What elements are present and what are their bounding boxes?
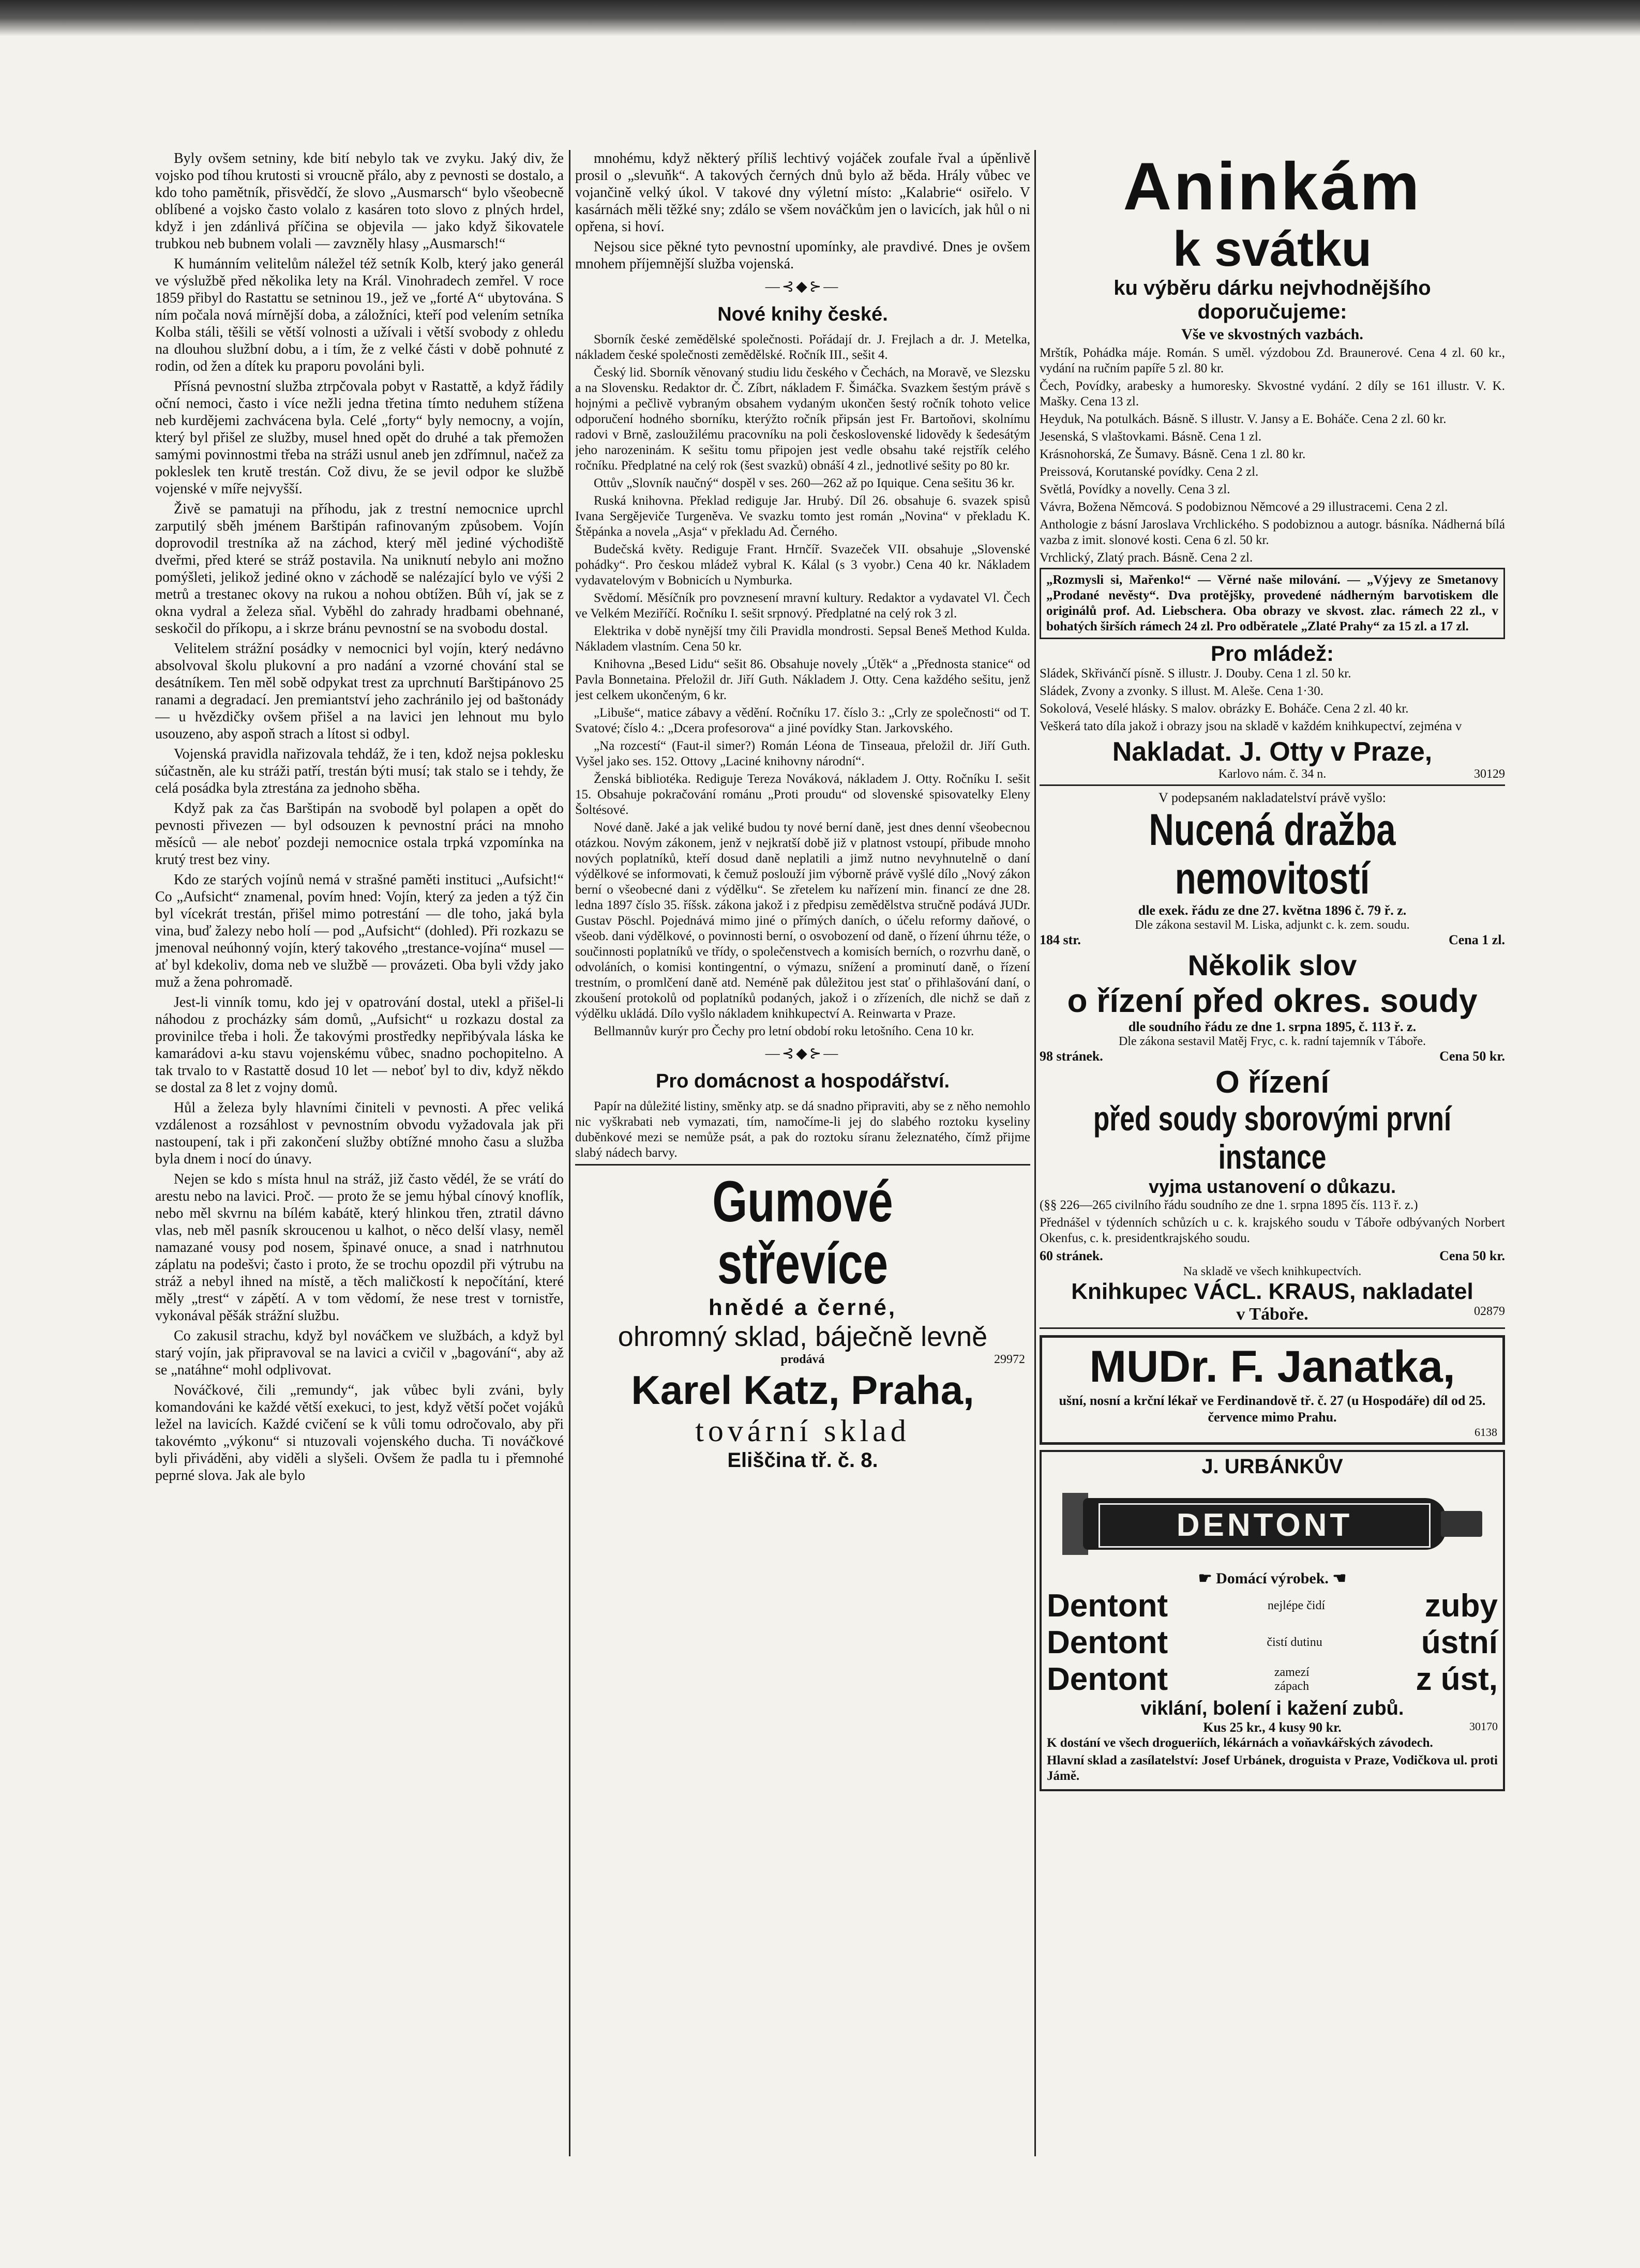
advert-gum-shoes (575, 1164, 1030, 1475)
advert-line: viklání, bolení i kažení zubů. (1140, 1698, 1404, 1719)
advert-subtitle: dle exek. řádu ze dne 27. května 1896 č. 79 ř. z. (1138, 903, 1407, 918)
advert-intro: V podepsaném nakladatelství právě vyšlo: (1158, 790, 1386, 805)
advert-row-mid: čistí dutinu (1267, 1636, 1322, 1649)
advert-maker: J. URBÁNKŮV (1201, 1455, 1343, 1478)
book-notice: Elektrika v době nynější tmy čili Pravidla mondrosti. Sepsal Beneš Method Kulda. Nákladem vlastním. Cena 50 kr. (575, 624, 1030, 654)
advert-item: Sokolová, Veselé hlásky. S malov. obrázky E. Boháče. Cena 2 zl. 40 kr. (1040, 702, 1409, 716)
advert-subtitle: vyjma ustanovení o důkazu. (1148, 1176, 1396, 1197)
advert-price: Kus 25 kr., 4 kusy 90 kr. (1203, 1720, 1342, 1735)
book-notice: Svědomí. Měsíčník pro povznesení mravní kultury. Redaktor a vydavatel Vl. Čech ve Velkém Meziříčí. Ročníku I. sešit srpnový. Předplatné na celý rok 3 zl. (575, 591, 1030, 621)
advert-column (1040, 150, 1505, 1796)
advert-code: 30129 (1474, 767, 1505, 781)
page-top-edge (0, 0, 1640, 36)
advert-firm: Knihkupec VÁCL. KRAUS, nakladatel (1071, 1279, 1473, 1304)
toothpaste-tube-icon (1052, 1483, 1493, 1565)
advert-address: Eliščina tř. č. 8. (727, 1449, 878, 1472)
advert-row (1047, 1624, 1498, 1661)
advert-brand: Dentont (1047, 1625, 1168, 1660)
household-tip: Papír na důležité listiny, směnky atp. se dá snadno připraviti, aby se z něho nemohlo nic vyškrabati neb vymazati, tím, namočíme-li jej do slabého roztoku kyseliny duběnkové mezi se nemůže psát, a pak do roztoku síranu železnatého, čímž přijme slabý nádech barvy. (575, 1099, 1030, 1160)
book-notice: Ženská bibliotéka. Rediguje Tereza Nováková, nákladem J. Otty. Ročníku I. sešit 15. Obsahuje pokračování románu „Proti proudu“ od slovenské spisovatelky Eleny Šoltésové. (575, 772, 1030, 817)
advert-title: O řízení (1215, 1065, 1330, 1099)
advert-tagline: ☛ Domácí výrobek. ☚ (1198, 1570, 1347, 1587)
advert-author: Dle zákona sestavil Matěj Fryc, c. k. radní tajemník v Táboře. (1118, 1035, 1426, 1048)
advert-item: Preissová, Korutanské povídky. Cena 2 zl. (1040, 465, 1259, 479)
advert-pages: 60 stránek. (1040, 1248, 1103, 1263)
section-heading-books: Nové knihy české. (717, 304, 888, 325)
advert-item: Světlá, Povídky a novelly. Cena 3 zl. (1040, 482, 1230, 496)
advert-line: ohromný sklad, báječně levně (618, 1321, 988, 1352)
advert-author: Přednášel v týdenních schůzích u c. k. krajského soudu v Táboře odbývaných Norbert Okenfus, c. k. presidentkrajského soudu. (1040, 1216, 1505, 1245)
advert-name: MUDr. F. Janatka, (1089, 1342, 1455, 1392)
advert-brand: Dentont (1047, 1661, 1168, 1697)
advert-row-end: ústní (1421, 1625, 1498, 1660)
advert-row (1047, 1587, 1498, 1624)
section-heading-household: Pro domácnost a hospodářství. (656, 1070, 950, 1092)
book-notice: Bellmannův kurýr pro Čechy pro letní období roku letošního. Cena 10 kr. (594, 1024, 974, 1038)
paragraph: Kdo ze starých vojínů nemá v strašné paměti instituci „Aufsicht!“ Co „Aufsicht“ znamenal, povím hned: Vojín, který za jeden a týž čin byl vícekrát trestán, přišel mimo potrestání — dle toho, jaká byla vina, buď žalezy nebo holí — pod „Aufsicht“ (dohled). Při rozkazu se jmenoval neúhonný vojín, který takového „trestance-vojína“ musel — ať byl kdekoliv, doma neb ve službě — provázeti. Oba byli vždy jako muž a žena pohromadě. (155, 872, 564, 990)
advert-headline-2: k svátku (1172, 221, 1372, 277)
advert-code: 02879 (1474, 1305, 1505, 1318)
advert-footer: K dostání ve všech drogueriích, lékárnách a voňavkářských závodech. (1047, 1736, 1433, 1750)
book-notice: Knihovna „Besed Lidu“ sešit 86. Obsahuje novely „Útěk“ a „Přednosta stanice“ od Pavla Bonnetaina. Přeložil dr. Jiří Guth. Nákladem J. Otty. Cena každého sešitu, jenž jest celkem ukončeným, 6 kr. (575, 657, 1030, 702)
column-rule (569, 150, 570, 2156)
paragraph: Nejsou sice pěkné tyto pevnostní upomínky, ale pravdivé. Dnes je ovšem mnohem příjemnější služba vojenská. (575, 239, 1030, 272)
tube-label: DENTONT (1099, 1503, 1431, 1548)
advert-subhead: Vše ve skvostných vazbách. (1181, 326, 1363, 343)
advert-price: Cena 1 zl. (1448, 932, 1505, 947)
advert-item: Heyduk, Na potulkách. Básně. S illustr. V. Jansy a E. Boháče. Cena 2 zl. 60 kr. (1040, 412, 1447, 426)
advert-item: Sládek, Skřivánčí písně. S illustr. J. Douby. Cena 1 zl. 50 kr. (1040, 667, 1351, 681)
advert-code: 29972 (994, 1353, 1025, 1366)
advert-item: Sládek, Zvony a zvonky. S illust. M. Aleše. Cena 1·30. (1040, 684, 1324, 698)
paragraph: Byly ovšem setniny, kde bití nebylo tak ve zvyku. Jaký div, že vojsko pod tíhou krutosti si vroucně přálo, aby z pevnosti se dostalo, a kdo toho pamětník, přisvědčí, že slovo „Ausmarsch“ bylo všeobecně oblíbené a vojsko často volalo z kasáren toto slovo z plných hrdel, když i jen zdánlivá příčina se objevila — jako když šikovatele trubkou neb bubnem volali — zavzněly hlasy „Ausmarsch!“ (155, 150, 564, 252)
article-column-2 (575, 150, 1030, 1480)
book-notice: „Na rozcestí“ (Faut-il simer?) Román Léona de Tinseaua, přeložil dr. Jiří Guth. Vyšel jako ses. 152. Ottovy „Laciné knihovny národní“. (575, 739, 1030, 768)
advert-author: Dle zákona sestavil M. Liska, adjunkt c. k. zem. soudu. (1135, 918, 1410, 932)
advert-seller-label: prodává (780, 1353, 825, 1366)
paragraph: Nejen se kdo s místa hnul na stráž, již často vědél, že se vrátí do arestu nebo na lavici. Proč. — proto že se jemu hýbal cínový knoflík, nebo měl skvrnu na bílém kabátě, který hlinkou třen, ztratil dávno vlas, neb měl pasník skroucenou u kalhot, o něco delší vlasy, neměl namazané vousy pod nosem, špinavé onuce, a snad i natrhnutou záplatu na podešvi; často i proto, že se trochu opozdil při výtrubu na stráž a nebyl ihned na místě, a těch maličkostí k nepočítání, které měly „trest“ v zápětí. A v tom vědomí, že nese trest v tornistře, vykonával pěšák strážní službu. (155, 1171, 564, 1324)
paragraph: Přísná pevnostní služba ztrpčovala pobyt v Rastattě, a když řádily oční nemoci, často i více nežli jedna třetina tímto neduhem stížena neb kurdějemi zachvácena byla. Celé „forty“ byly nemocny, a vojín, který byl přišel ze služby, musel hned opět do druhé a tak přemožen samými povinnostmi třeba na stráži usnul aneb jen zdřímnul, načež za pokleslek ten krutě trestán. Což divu, že se jevil odpor ke službě vojenské v míře nejvyšší. (155, 379, 564, 497)
paragraph: Nováčkové, čili „remundy“, jak vůbec byli zváni, byly komandováni ke každé větší exekuci, to jest, když větší počet vojáků ležel na lavicích. Každé cvičení se k vůli tomu odročovalo, aby při takovémto „výkonu“ si ntuzovali vojenského ducha. Ti nováčkové byli přiváděni, aby viděli a slyšeli. Ovšem že padla tu i přemnohé peprné slova. Jak ale bylo (155, 1382, 564, 1484)
advert-row-end: z úst, (1416, 1661, 1498, 1697)
advert-item: Anthologie z básní Jaroslava Vrchlického. S podobiznou a autogr. básníka. Nádherná bílá vazba z imit. slonové kosti. Cena 6 zl. 50 kr. (1040, 518, 1505, 547)
advert-janatka (1040, 1335, 1505, 1445)
advert-note: Na skladě ve všech knihkupectvích. (1183, 1265, 1362, 1278)
advert-pages: 184 str. (1040, 932, 1081, 947)
advert-line: hnědé a černé, (708, 1295, 897, 1320)
advert-subtitle: dle soudního řádu ze dne 1. srpna 1895, č. 113 ř. z. (1128, 1019, 1417, 1034)
advert-title: o řízení před okres. soudy (1067, 982, 1478, 1019)
book-notice: Ruská knihovna. Překlad rediguje Jar. Hrubý. Díl 26. obsahuje 6. svazek spisů Ivana Sergějeviče Turgeněva. Ve svazku tomto jest román „Novina“ v překladu K. Štěpánka a novela „Asja“ v překladu Ad. Černého. (575, 494, 1030, 539)
advert-item: Jesenská, S vlaštovkami. Básně. Cena 1 zl. (1040, 430, 1262, 444)
advert-boxed-offer: „Rozmysli si, Mařenko!“ — Věrné naše milování. — „Výjevy ze Smetanovy „Prodané nevěsty“. Dva protějšky, provedené nádherným barvotiskem dle originálů prof. Ad. Liebschera. Oba obrazy ve skvost. zlac. rámech 22 zl., v bohatých širších rámech 24 zl. Pro odběratele „Zlaté Prahy“ za 15 zl. a 17 zl. (1040, 568, 1505, 639)
column-rule (1034, 150, 1036, 2156)
advert-row-end: zuby (1424, 1588, 1498, 1624)
book-notice: Ottův „Slovník naučný“ dospěl v ses. 260—262 až po Iquique. Cena sešitu 36 kr. (594, 476, 1015, 490)
advert-note: Veškerá tato díla jakož i obrazy jsou na skladě v každém knihkupectví, zejména v (1040, 719, 1462, 733)
ornament-divider: —⊰◆⊱— (765, 1046, 840, 1062)
paragraph: Co zakusil strachu, když byl nováčkem ve službách, a když byl starý vojín, jak připravoval se na lavici a cvičil v „bagování“, aby až se „natáhne“ mohl odplivovat. (155, 1328, 564, 1378)
paragraph: mnohému, když některý příliš lechtivý vojáček zoufale řval a úpěnlivě prosil o „slevuňk“. A takových černých dnů bylo až běda. Hrály vůbec ve vojančině velký úkol. V takové dny výletní místo: „Kalabrie“ osiřelo. V kasárnách měli těžké sny; zdálo se všem nováčkům jen o lavicích, jak hůl o ni opřena, si hoví. (575, 150, 1030, 235)
paragraph: Když pak za čas Barštipán na svobodě byl polapen a opět do pevnosti přivezen — byl odsouzen k pevnostní práci na mnoho měsíců — ale neboť pozdeji nemocnice ostala trpká vzpomínka na krutý trest bez viny. (155, 800, 564, 868)
paragraph: K humánním velitelům náležel též setník Kolb, který jako generál ve výslužbě před několika lety na Král. Vinohradech zemřel. V roce 1859 přibyl do Rastattu se setninou 19., jež ve „forté A“ ubytována. S ním počala nová mírnější doba, a záložníci, kteří pod velením setníka Kolba stáli, těšili se větší volnosti a užívali i větší svobody z ohledu na dlouhou službní dobu, a i tím, že z velké části v době pohnuté z rodin, od žen a dítek ku praporu povoláni byli. (155, 256, 564, 374)
advert-item: Čech, Povídky, arabesky a humoresky. Skvostné vydání. 2 díly se 161 illustr. V. K. Mašky. Cena 13 zl. (1040, 379, 1505, 409)
paragraph: Velitelem strážní posádky v nemocnici byl vojín, který nedávno absolvoval školu plukovní a pro nadání a vzorné chování stal se desátníkem. Ten měl sobě odpykat trest za uprchnutí Barštipánovo 25 ranami a degradací. Jen premiantství jeho zachránilo jej od baštonády — u hvězdičky ovšem přišel a na lavici jen lehnout mu bylo usouzeno, aby aspoň strach a lítost si odbyl. (155, 641, 564, 742)
advert-text: ušní, nosní a krční lékař ve Ferdinandově tř. č. 27 (u Hospodáře) díl od 25. července mimo Prahu. (1059, 1393, 1486, 1425)
paragraph: Vojenská pravidla nařizovala tehdáž, že i ten, kdož nejsa poklesku súčastněn, ale ku stráži patří, trestán býti musí; tak stalo se i tehdy, že celá posádka byla ztrestána za jednoho sběha. (155, 746, 564, 796)
advert-aninkam (1040, 150, 1505, 343)
advert-tagline-text: Domácí výrobek. (1216, 1570, 1329, 1587)
advert-dentont (1040, 1450, 1505, 1791)
advert-title: Několik slov (1187, 949, 1357, 981)
advert-brand: Dentont (1047, 1588, 1168, 1624)
advert-price: Cena 50 kr. (1439, 1248, 1505, 1263)
advert-pages: 98 stránek. (1040, 1049, 1103, 1064)
advert-publisher-address: Karlovo nám. č. 34 n. (1218, 767, 1327, 781)
advert-publisher: Nakladat. J. Otty v Praze, (1112, 737, 1433, 767)
advert-item: Krásnohorská, Ze Šumavy. Básně. Cena 1 zl. 80 kr. (1040, 447, 1306, 461)
advert-code: 30170 (1469, 1720, 1498, 1733)
article-column-1 (155, 150, 564, 1487)
ornament-divider: —⊰◆⊱— (765, 279, 840, 295)
advert-note: (§§ 226—265 civilního řádu soudního ze dne 1. srpna 1895 čís. 113 ř. z.) (1040, 1198, 1418, 1212)
paragraph: Živě se pamatuji na příhodu, jak z trestní nemocnice uprchl zarputilý sběh jménem Barštipán rafinovaným způsobem. Vojín doprovodil trestníka až na záchod, který měl jediné východiště dveřmi, před které se stráž postavila. Na uniknutí nebylo ani možno pomýšleti, jelikož jediné okno v záchodě se nalézající bylo ve výši 2 metrů a trestanec okovy na rukou a nohou obtížen. Bůh ví, jak se z okna vydral a železa sňal. Vyběhl do zahrady hradbami obehnané, seskočil do příkopu, a i skrze bránu pevnostní se na svobodu dostal. (155, 501, 564, 637)
advert-item: Vávra, Božena Němcová. S podobiznou Němcové a 29 illustracemi. Cena 2 zl. (1040, 500, 1448, 514)
advert-headline: Aninkám (1123, 150, 1422, 224)
advert-row-mid: zamezí zápach (1274, 1665, 1310, 1693)
advert-title: Nucená dražba nemovitostí (1149, 805, 1396, 903)
book-notice: Budečská květy. Rediguje Frant. Hrnčíř. Svazeček VII. obsahuje „Slovenské pohádky“. Pro českou mládež vybral K. Kálal (s 3 vyobr.) Cena 40 kr. Nákladem vydavatelovým v Bobnicích u Nymburka. (575, 542, 1030, 587)
advert-youth-heading: Pro mládež: (1210, 641, 1334, 666)
advert-item: Mrštík, Pohádka máje. Román. S uměl. výzdobou Zd. Braunerové. Cena 4 zl. 60 kr., vydání na ručním papíře 5 zl. 80 kr. (1040, 346, 1505, 375)
book-notice: „Libuše“, matice zábavy a vědění. Ročníku 17. číslo 3.: „Crly ze společnosti“ od T. Svatové; číslo 4.: „Dcera profesorova“ a jiné povídky Stan. Jarkovského. (575, 706, 1030, 735)
advert-firm: Karel Katz, Praha, (631, 1367, 974, 1413)
advert-row-mid: nejlépe čidí (1267, 1599, 1326, 1612)
book-notice: Sborník české zemědělské společnosti. Pořádají dr. J. Frejlach a dr. J. Metelka, nákladem české společnosti zemědělské. Ročník III., sešit 4. (575, 332, 1030, 362)
advert-subtitle: tovární sklad (695, 1414, 910, 1448)
advert-price: Cena 50 kr. (1439, 1049, 1505, 1064)
advert-item: Vrchlický, Zlatý prach. Básně. Cena 2 zl. (1040, 551, 1253, 565)
paragraph: Hůl a železa byly hlavními činiteli v pevnosti. A přec veliká vzdálenost a rozsáhlost v pevnostním obvodu vyžadovala jak při nastoupení, tak i při zakončení služby obtížné mnoho času a služba byla dnem i nocí do únavy. (155, 1100, 564, 1167)
advert-title: před soudy sborovými první instance (1093, 1099, 1452, 1176)
advert-subhead: ku výběru dárku nejvhodnějšího doporučujeme: (1114, 277, 1431, 323)
paragraph: Jest-li vinník tomu, kdo jej v opatrování dostal, utekl a přišel-li náhodou z procházky sám domů, „Aufsicht“ u rozkazu dostal za provinilce třeba i holi. Že takovými prostředky nepřibývala láska ke kamarádovi a-ku stavu vojenskému vůbec, snadno pochopitelno. A tak trvalo to v Rastattě dosud 10 let — neboť byl to div, když někdo se dostal za 8 let z vojny domů. (155, 994, 564, 1096)
advert-row (1047, 1661, 1498, 1698)
advert-headline: Gumové střevíce (712, 1169, 893, 1296)
advert-city: v Táboře. (1236, 1305, 1308, 1324)
advert-code: 6138 (1475, 1426, 1497, 1439)
advert-footer: Hlavní sklad a zasílatelství: Josef Urbánek, droguista v Praze, Vodičkova ul. proti Jámě. (1047, 1753, 1498, 1783)
book-notice: Český lid. Sborník věnovaný studiu lidu českého v Čechách, na Moravě, ve Slezsku a na Slovensku. Redaktor dr. Č. Zíbrt, nákladem F. Šimáčka. Svazkem šestým právě s hojnými a pečlivě vybraným obsahem vydaným ukončen šestý ročník tohoto velice odporučení hodného sborníku, kterýžto ročník připsán jest Fr. Bartoňovi, skolnímu radovi v Brně, zasloužilému pracovníku na poli československé lidovědy k šedesátým jeho narozeninám. K sešitu tomu připojen jest vedle obsahu také rejstřík celého ročníku. Předplatné na celý rok (šest svazků) obnáší 4 zl., jednotlivé sešity po 80 kr. (575, 366, 1030, 473)
book-notice: Nové daně. Jaké a jak veliké budou ty nové berní daně, jest dnes denní všeobecnou otázkou. Novým zákonem, jenž v nejkratší době již v platnost vstoupí, přibude mnoho nových poplatníků, kteří dosud daně neplatili a jimž nutno nevyhnutelně o daní výdělkové se informovati, k čemuž poslouží jim výborně právě vyšlé dílo „Nový zákon berní o všeobecné dani z výdělku“. Se zřetelem ku nařízení min. financí ze dne 28. ledna 1897 číslo 35. říšsk. zákona jakož i z předpisu zemědělstva stručně podává JUDr. Gustav Pöschl. Pojednává mimo jiné o přímých daních, o účelu reformy daňové, o všeob. dani výdělkové, o povinnosti berní, o osvobození od daně, o řízení úhrnu téže, o součinnosti poplatníků ve třídy, o společenstvech a komisích berních, o rozvrhu daně, o odvoláních, o komisi kontingentní, o výmazu, snížení a prominutí daně, o řízení trestním, o promlčení daně atd. Neméně pak důležitou jest stať o přihlašování daní, o zkoušení protokolů od poplatníků podaných, jakož i o zřízeních, dle nichž se daň z výdělku ukládá. Dílo vyšlo nákladem knihkupectví A. Reinwarta v Praze. (575, 821, 1030, 1021)
